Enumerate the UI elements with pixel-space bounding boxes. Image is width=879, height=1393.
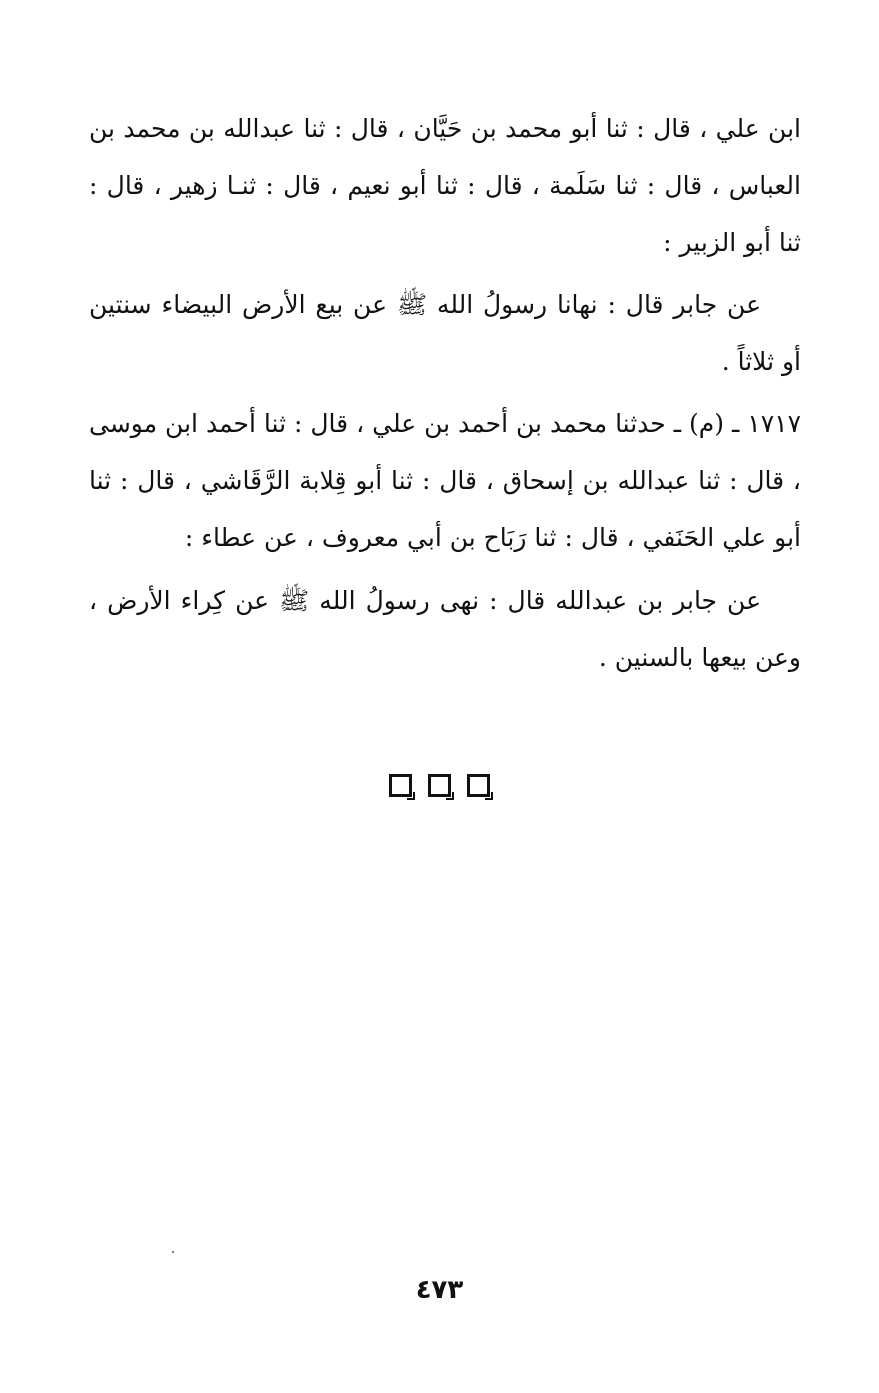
square-ornament-icon	[467, 774, 490, 797]
square-ornament-icon	[389, 774, 412, 797]
section-divider-ornament	[0, 774, 879, 797]
print-speck	[172, 1251, 174, 1253]
square-ornament-icon	[428, 774, 451, 797]
isnad-paragraph-2: ١٧١٧ ـ (م) ـ حدثنا محمد بن أحمد بن علي ، قال : ثنا أحمد ابن موسى ، قال : ثنا عبدالله بن إسحاق ، قال : ثنا أبو قِلابة الرَّقَاشي ، قال : ثنا أبو علي الحَنَفي ، قال : ثنا رَبَاح بن أبي معروف ، عن عطاء :	[89, 409, 801, 552]
hadith-text-2: عن جابر بن عبدالله قال : نهى رسولُ الله ﷺ عن كِراء الأرض ، وعن بيعها بالسنين .	[89, 586, 801, 672]
page-number: ٤٧٣	[415, 1275, 464, 1305]
hadith-text-1: عن جابر قال : نهانا رسولُ الله ﷺ عن بيع الأرض البيضاء سنتين أو ثلاثاً .	[89, 290, 801, 376]
isnad-paragraph-1: ابن علي ، قال : ثنا أبو محمد بن حَيَّان ، قال : ثنا عبدالله بن محمد بن العباس ، قال : ثنا سَلَمة ، قال : ثنا أبو نعيم ، قال : ثنـا زهير ، قال : ثنا أبو الزبير :	[89, 114, 801, 257]
